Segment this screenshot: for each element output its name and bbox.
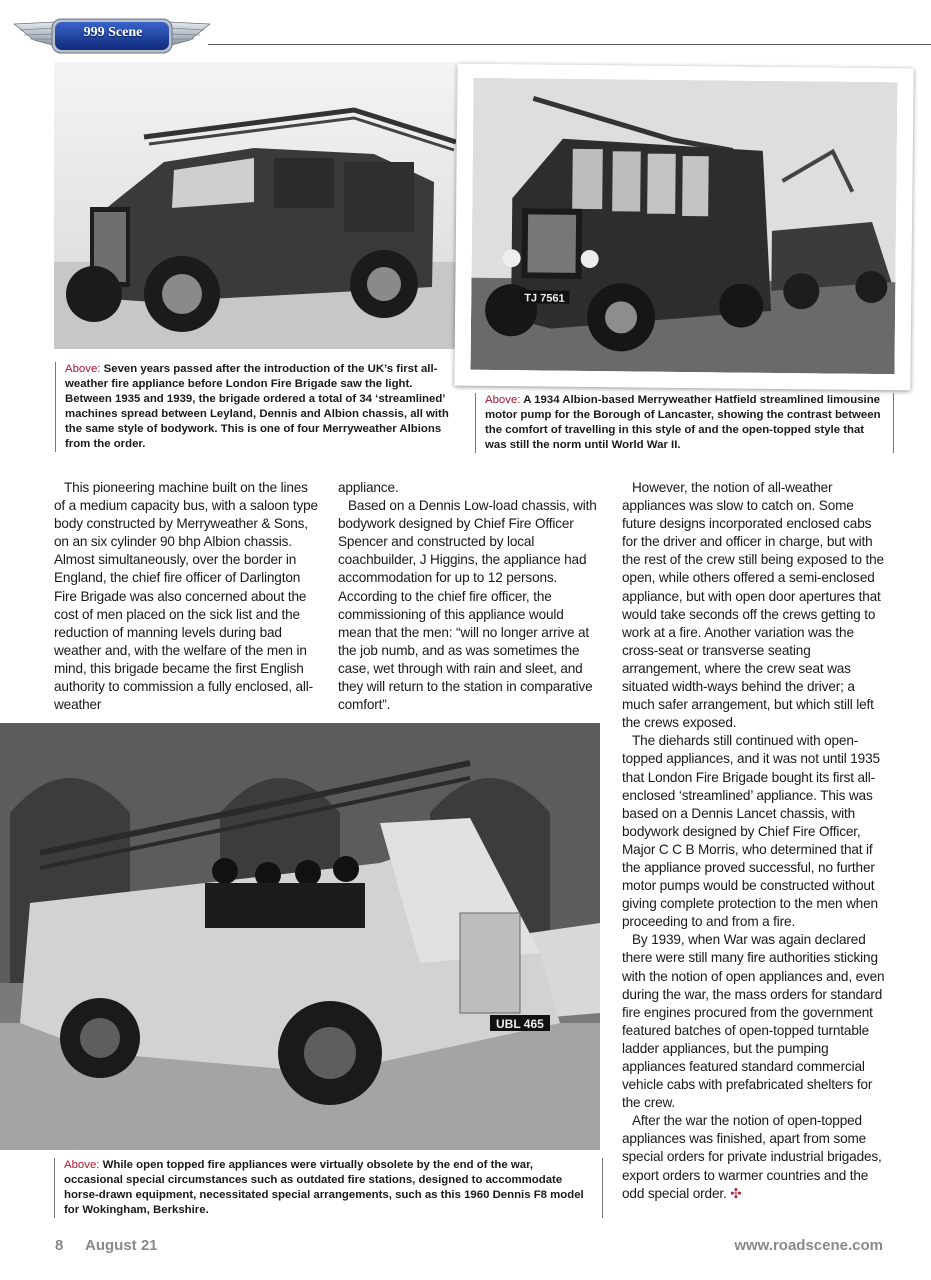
end-mark-icon: ✣ (730, 1185, 742, 1201)
paragraph: The diehards still continued with open-topped appliances, and it was not until 1935 that London Fire Brigade bought its first all-enclosed ‘streamlined’ appliance. This was based on a Dennis Lancet chassis, with bodywork designed by Chief Fire Officer, Major C C B Morris, who determined that if the appliance proved successful, no further motor pumps would be constructed without giving complete protection to the men when proceeding to and from a fire. (622, 733, 880, 930)
website-link[interactable]: www.roadscene.com (734, 1237, 883, 1254)
body-column-3 (622, 479, 887, 1203)
caption-lead: Above: (65, 363, 101, 375)
paragraph: However, the notion of all-weather appliances was slow to catch on. Some future designs incorporated enclosed cabs for the driver and officer in charge, but with the rest of the crew still being exposed to the open, while others offered a semi-enclosed appliance, but with open door apertures that would take seconds off the crews getting to work at a fire. Another variation was the cross-seat or transverse seating arrangement, where the crew seat was situated width-ways behind the driver; a much safer arrangement, but which still left the crews exposed. (622, 480, 884, 731)
photo-london-fire-brigade-albion (54, 62, 456, 349)
caption-text: Seven years passed after the introduction of the UK’s first all-weather fire appliance before London Fire Brigade saw the light. Between 1935 and 1939, the brigade ordered a total of 34 ‘streamlined’ machines spread between Leyland, Dennis and Albion chassis, all with the same style of bodywork. This is one of four Merryweather Albions from the order. (65, 363, 449, 450)
paragraph-text: After the war the notion of open-topped appliances was finished, apart from some special orders for private industrial brigades, export orders to warmer countries and the odd special order. (622, 1113, 882, 1201)
page-number: 8 (55, 1237, 64, 1254)
body-column-1 (54, 479, 318, 714)
caption-text: A 1934 Albion-based Merryweather Hatfield streamlined limousine motor pump for the Borough of Lancaster, showing the contrast between the comfort of travelling in this style of and the open-topped style that was still the norm until World War II. (485, 394, 881, 451)
section-title: 999 Scene (83, 25, 143, 40)
caption-bottom (54, 1158, 603, 1218)
paragraph: By 1939, when War was again declared there were still many fire authorities sticking with the notion of open appliances and, even during the war, the mass orders for standard fire engines procured from the government featured batches of open-topped turntable ladder appliances, but the pumping appliances featured standard commercial vehicle cabs with prefabricated shelters for the crew. (622, 932, 885, 1111)
section-badge (14, 16, 210, 56)
header-rule (208, 44, 931, 45)
photo-wokingham-dennis-f8 (0, 723, 600, 1150)
number-plate-ubl465: UBL 465 (496, 1017, 544, 1031)
body-column-2 (338, 479, 600, 714)
issue-date: August 21 (85, 1237, 158, 1254)
caption-lead: Above: (64, 1159, 100, 1171)
paragraph (622, 1112, 887, 1202)
caption-text: While open topped fire appliances were virtually obsolete by the end of the war, occasional special circumstances such as outdated fire stations, designed to accommodate horse-drawn equipment, necessitated special arrangements, such as this 1960 Dennis F8 model for Wokingham, Berkshire. (64, 1159, 584, 1216)
paragraph: appliance. (338, 480, 399, 495)
caption-lead: Above: (485, 394, 521, 406)
paragraph: Based on a Dennis Low-load chassis, with bodywork designed by Chief Fire Officer Spencer and constructed by local coachbuilder, J Higgins, the appliance had accommodation for up to 12 persons. According to the chief fire officer, the commissioning of this appliance would mean that the men: “will no longer arrive at the job numb, and as was sometimes the case, wet through with rain and sleet, and they will return to the station in comparative comfort”. (338, 498, 597, 713)
photo-frame-lancaster (454, 64, 913, 391)
caption-top-right (475, 393, 894, 453)
caption-top-left (55, 362, 450, 452)
paragraph: This pioneering machine built on the lines of a medium capacity bus, with a saloon type body constructed by Merryweather & Sons, on an six cylinder 90 bhp Albion chassis. Almost simultaneously, over the border in England, the chief fire officer of Darlington Fire Brigade was also concerned about the cost of men placed on the sick list and the reduction of manning levels during bad weather and, with the welfare of the men in mind, this brigade became the first English authority to commission a fully enclosed, all-weather (54, 480, 318, 713)
photo-lancaster-albion-merryweather (470, 78, 897, 374)
number-plate-tj7561: TJ 7561 (524, 292, 565, 305)
